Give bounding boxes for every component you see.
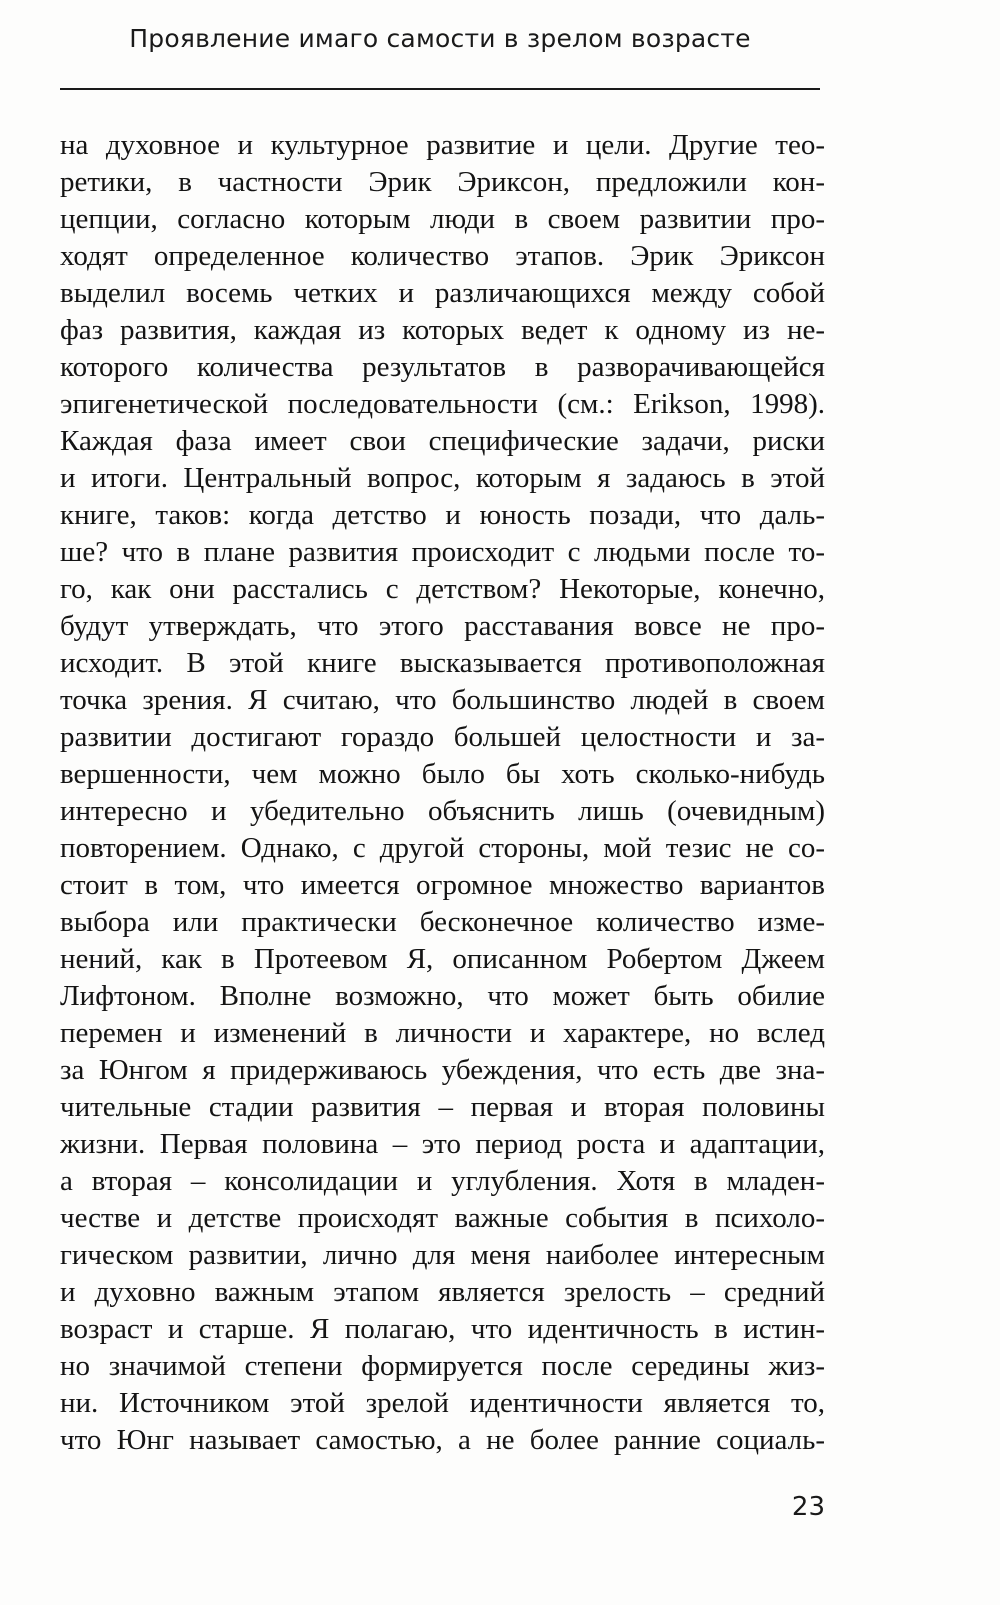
text-line: ходят определенное количество этапов. Эрик Эриксон (60, 240, 825, 272)
text-line: повторением. Однако, с другой стороны, мой тезис не со- (60, 832, 825, 864)
text-line: и духовно важным этапом является зрелость – средний (60, 1276, 825, 1308)
text-line: но значимой степени формируется после середины жиз- (60, 1350, 825, 1382)
text-line: перемен и изменений в личности и характере, но вслед (60, 1017, 825, 1049)
text-line: а вторая – консолидации и углубления. Хотя в младен- (60, 1165, 825, 1197)
text-line: исходит. В этой книге высказывается противоположная (60, 647, 825, 679)
text-line: цепции, согласно которым люди в своем развитии про- (60, 203, 825, 235)
text-line: ни. Источником этой зрелой идентичности является то, (60, 1387, 825, 1419)
text-line: го, как они расстались с детством? Некоторые, конечно, (60, 573, 825, 605)
running-title: Проявление имаго самости в зрелом возрасте (129, 24, 751, 53)
text-line: на духовное и культурное развитие и цели. Другие тео- (60, 129, 825, 161)
text-line: гическом развитии, лично для меня наиболее интересным (60, 1239, 825, 1271)
text-line: Каждая фаза имеет свои специфические задачи, риски (60, 425, 825, 457)
text-line: возраст и старше. Я полагаю, что идентичность в истин- (60, 1313, 825, 1345)
text-line: честве и детстве происходят важные события в психоло- (60, 1202, 825, 1234)
header-rule (60, 88, 820, 90)
text-line: и итоги. Центральный вопрос, которым я задаюсь в этой (60, 462, 825, 494)
text-line: развитии достигают гораздо большей целостности и за- (60, 721, 825, 753)
text-line: стоит в том, что имеется огромное множество вариантов (60, 869, 825, 901)
text-line: будут утверждать, что этого расставания вовсе не про- (60, 610, 825, 642)
text-line: Лифтоном. Вполне возможно, что может быть обилие (60, 980, 825, 1012)
text-line: жизни. Первая половина – это период роста и адаптации, (60, 1128, 825, 1160)
text-line: ше? что в плане развития происходит с людьми после то- (60, 536, 825, 568)
text-line: выбора или практически бесконечное количество изме- (60, 906, 825, 938)
text-line: интересно и убедительно объяснить лишь (очевидным) (60, 795, 825, 827)
page-number: 23 (791, 1492, 825, 1522)
text-line: за Юнгом я придерживаюсь убеждения, что есть две зна- (60, 1054, 825, 1086)
text-line: что Юнг называет самостью, а не более ранние социаль- (60, 1424, 825, 1456)
text-line: ретики, в частности Эрик Эриксон, предложили кон- (60, 166, 825, 198)
text-line: чительные стадии развития – первая и вторая половины (60, 1091, 825, 1123)
text-line: эпигенетической последовательности (см.: Erikson, 1998). (60, 388, 825, 420)
text-line: книге, таков: когда детство и юность позади, что даль- (60, 499, 825, 531)
text-line: фаз развития, каждая из которых ведет к одному из не- (60, 314, 825, 346)
text-line: вершенности, чем можно было бы хоть сколько-нибудь (60, 758, 825, 790)
text-line: которого количества результатов в разворачивающейся (60, 351, 825, 383)
body-text (60, 127, 825, 1459)
text-line: выделил восемь четких и различающихся между собой (60, 277, 825, 309)
text-line: нений, как в Протеевом Я, описанном Робертом Джеем (60, 943, 825, 975)
text-line: точка зрения. Я считаю, что большинство людей в своем (60, 684, 825, 716)
